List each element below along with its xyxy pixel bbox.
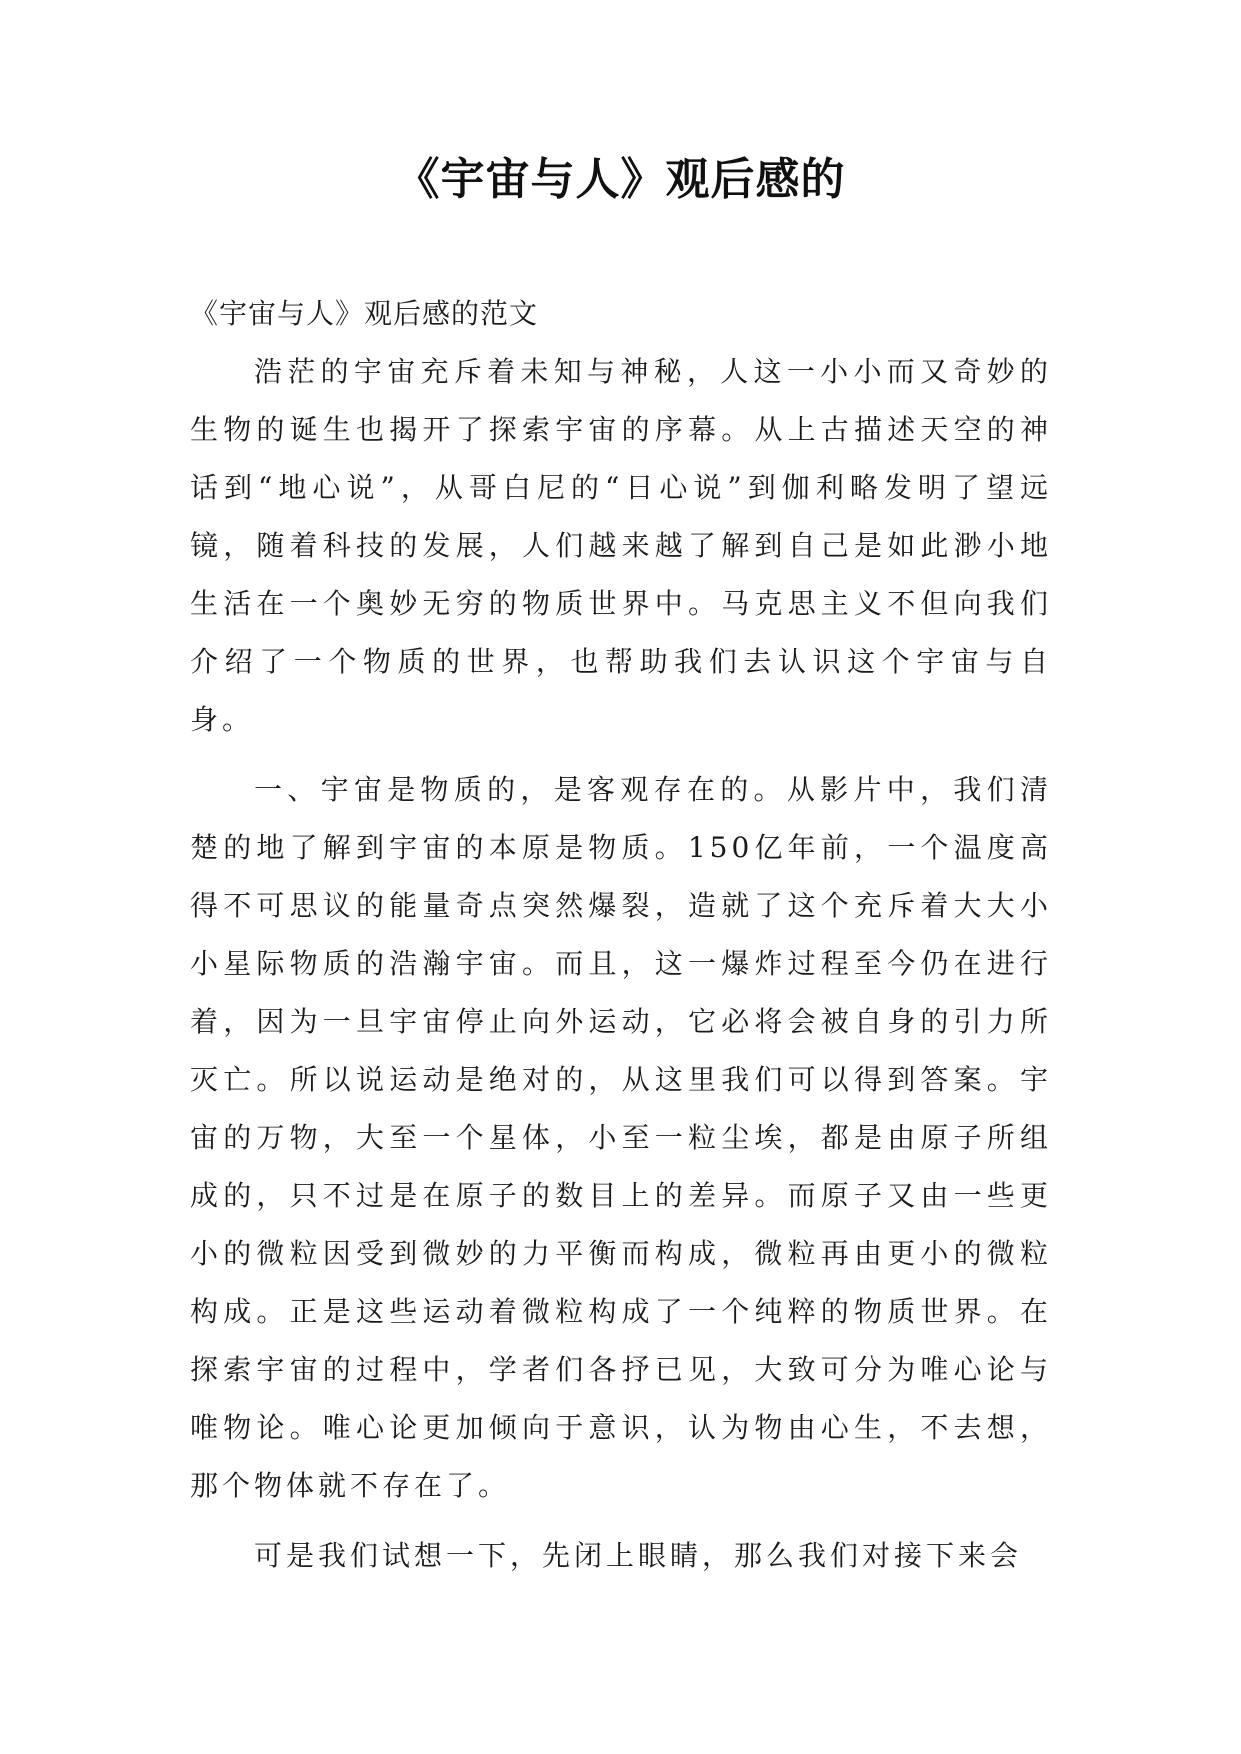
paragraph-2: 一、宇宙是物质的，是客观存在的。从影片中，我们清楚的地了解到宇宙的本原是物质。150亿年前，一个温度高得不可思议的能量奇点突然爆裂，造就了这个充斥着大大小小星际物质的浩瀚宇宙。而且，这一爆炸过程至今仍在进行着，因为一旦宇宙停止向外运动，它必将会被自身的引力所灭亡。所以说运动是绝对的，从这里我们可以得到答案。宇宙的万物，大至一个星体，小至一粒尘埃，都是由原子所组成的，只不过是在原子的数目上的差异。而原子又由一些更小的微粒因受到微妙的力平衡而构成，微粒再由更小的微粒构成。正是这些运动着微粒构成了一个纯粹的物质世界。在探索宇宙的过程中，学者们各抒已见，大致可分为唯心论与唯物论。唯心论更加倾向于意识，认为物由心生，不去想，那个物体就不存在了。 <box>190 773 1052 1502</box>
document-body <box>190 285 1052 1585</box>
paragraph-3: 可是我们试想一下，先闭上眼睛，那么我们对接下来会 <box>254 1539 1023 1572</box>
paragraph-1: 浩茫的宇宙充斥着未知与神秘，人这一小小而又奇妙的生物的诞生也揭开了探索宇宙的序幕。从上古描述天空的神话到“地心说”，从哥白尼的“日心说”到伽利略发明了望远镜，随着科技的发展，人们越来越了解到自己是如此渺小地生活在一个奥妙无穷的物质世界中。马克思主义不但向我们介绍了一个物质的世界，也帮助我们去认识这个宇宙与自身。 <box>190 355 1052 736</box>
document-subtitle: 《宇宙与人》观后感的范文 <box>190 297 539 330</box>
document-title: 《宇宙与人》观后感的 <box>395 154 846 205</box>
